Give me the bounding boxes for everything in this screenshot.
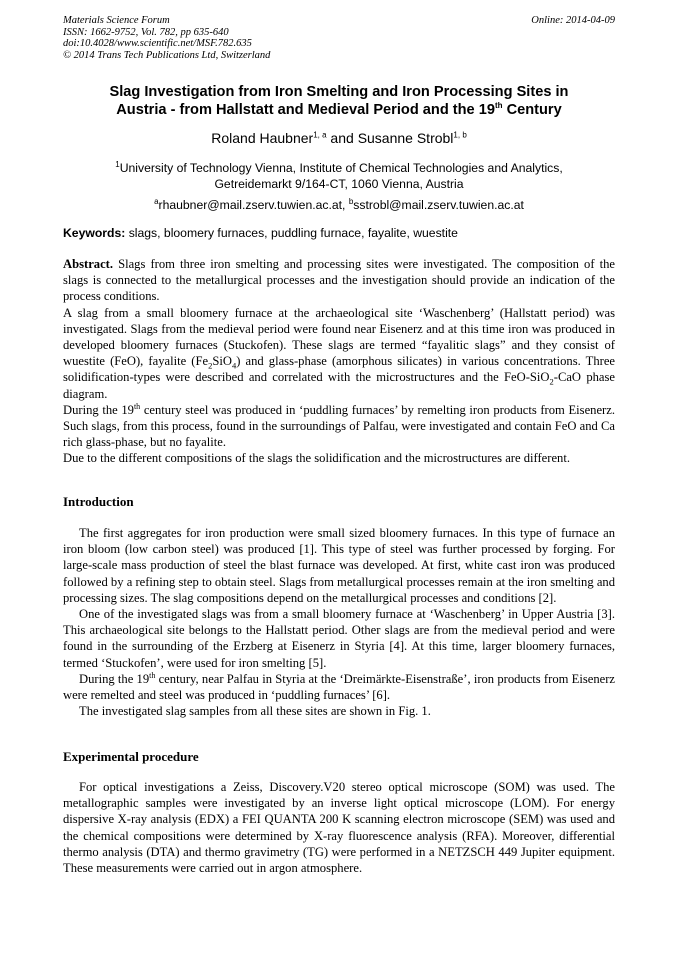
abstract-para-4: Due to the different compositions of the slags the solidification and the microstructures are different. (63, 451, 570, 466)
affiliation-text: University of Technology Vienna, Institute of Chemical Technologies and Analytics, (119, 161, 563, 175)
author-1-affil: 1, a (313, 130, 327, 140)
title-line-2 (63, 101, 615, 119)
abstract-para-2 (63, 305, 615, 402)
abstract-para-1 (63, 256, 615, 305)
superscript: th (133, 401, 141, 411)
intro-para-2: One of the investigated slags was from a small bloomery furnace at ‘Waschenberg’ in Upper Austria [3]. This archaeological site belongs to the Hallstatt period. Other slags are from the medieval period and were found in the surrounding of the Erzberg at Eisenerz in Styria [4]. At this time, larger bloomery furnaces, termed ‘Stuckofen’, were used for iron smelting [5]. (63, 607, 615, 670)
section-heading-experimental: Experimental procedure (63, 749, 199, 764)
subscript: 2 (549, 376, 554, 387)
text-span: century steel was produced in ‘puddling furnaces’ by remelting iron products from Eisenerz. Such slags, from this process, found in the surroundings of Palfau, were investigated and contain FeO and Ca rich glass-phase, but no fayalite. (63, 402, 615, 450)
keywords-label: Keywords: (63, 226, 126, 240)
affiliation-mark: 1 (115, 159, 120, 169)
journal-name: Materials Science Forum (63, 15, 170, 26)
issn: ISSN: 1662-9752, Vol. 782, pp 635-640 (63, 26, 229, 38)
text-span: -CaO phase diagram. (63, 370, 615, 401)
intro-para-3 (63, 671, 615, 703)
journal-header (63, 15, 615, 61)
experimental-para-1: For optical investigations a Zeiss, Discovery.V20 stereo optical microscope (SOM) was used. The metallographic samples were investigated by an inverse light optical microscope (LOM). For energy dispersive X-ray analysis (EDX) a FEI QUANTA 200 K scanning electron microscope (SEM) was used and the chemical compositions were determined by X-ray fluorescence analysis (RFA). Moreover, differential thermo analysis (DTA) and thermo gravimetry (TG) were performed in a NETZSCH 449 Jupiter equipment. These measurements were carried out in argon atmosphere. (63, 780, 615, 876)
author-2-affil: 1, b (453, 130, 467, 140)
online-date: Online: 2014-04-09 (531, 15, 615, 26)
title-superscript: th (494, 101, 503, 111)
abstract-text: Slags from three iron smelting and processing sites were investigated. The composition of the slags is connected to the metallurgical processes and the investigation should provide an indication of the process conditions. (63, 257, 615, 304)
abstract (63, 256, 615, 467)
email-b-mark: b (348, 196, 354, 206)
copyright: © 2014 Trans Tech Publications Ltd, Switzerland (63, 49, 271, 61)
doi: doi:10.4028/www.scientific.net/MSF.782.635 (63, 38, 252, 50)
intro-para-1: The first aggregates for iron production were small sized bloomery furnaces. In this type of furnace an iron bloom (low carbon steel) was produced [1]. This type of steel was further processed by forging. For large-scale mass production of steel the blast furnace was developed. At first, white cast iron was produced followed by a refining step to obtain steel. Slags from metallurgical processes remain at the iron smelting and processing sizes. The slag compositions depend on the metallurgical processes and conditions [2]. (63, 526, 615, 605)
text-span: SiO (212, 354, 232, 369)
abstract-label: Abstract. (63, 257, 114, 271)
subscript: 4 (231, 360, 237, 371)
email-b: sstrobl@mail.zserv.tuwien.ac.at (353, 198, 524, 212)
keywords-text: slags, bloomery furnaces, puddling furnace, fayalite, wuestite (125, 226, 458, 240)
text-span: During the 19 (63, 402, 134, 417)
affiliation-line-2: Getreidemarkt 9/164-CT, 1060 Vienna, Austria (214, 176, 464, 191)
affiliation-line-1 (63, 161, 615, 177)
title-text: Austria - from Hallstatt and Medieval Period and the 19 (116, 102, 495, 118)
paper-title (63, 83, 615, 119)
authors (63, 129, 615, 147)
email-a: rhaubner@mail.zserv.tuwien.ac.at, (158, 198, 349, 212)
email-a-mark: a (154, 196, 159, 206)
intro-para-4: The investigated slag samples from all these sites are shown in Fig. 1. (79, 704, 431, 719)
experimental-body (63, 779, 615, 876)
authors-and: and (326, 130, 358, 146)
text-span: ) and glass-phase (amorphous silicates) in various concentrations. Three solidification-types were described and correlated with the microstructures and the FeO-SiO (63, 354, 615, 385)
section-heading-introduction: Introduction (63, 494, 134, 509)
title-text-end: Century (502, 102, 562, 118)
affiliation (63, 161, 615, 192)
author-1: Roland Haubner (211, 130, 314, 146)
title-line-1: Slag Investigation from Iron Smelting and Iron Processing Sites in (109, 84, 569, 100)
keywords (63, 226, 615, 241)
emails (63, 198, 615, 213)
superscript: th (149, 670, 156, 680)
subscript: 2 (208, 360, 213, 371)
text-span: century, near Palfau in Styria at the ‘Dreimärkte-Eisenstraße’, iron products from Eisenerz were remelted and steel was produced in ‘puddling furnaces’ [6]. (63, 671, 615, 703)
text-span: During the 19 (79, 671, 150, 686)
abstract-para-3 (63, 402, 615, 451)
text-span: A slag from a small bloomery furnace at the archaeological site ‘Waschenberg’ (Hallstatt period) was investigated. Slags from the medieval period were found near Eisenerz and at this time iron was produced in developed bloomery furnaces (Stuckofen). These slags are termed “fayalitic slags” and they consist of wuestite (FeO), fayalite (Fe (63, 305, 615, 369)
introduction-body (63, 525, 615, 719)
author-2: Susanne Strobl (357, 130, 454, 146)
